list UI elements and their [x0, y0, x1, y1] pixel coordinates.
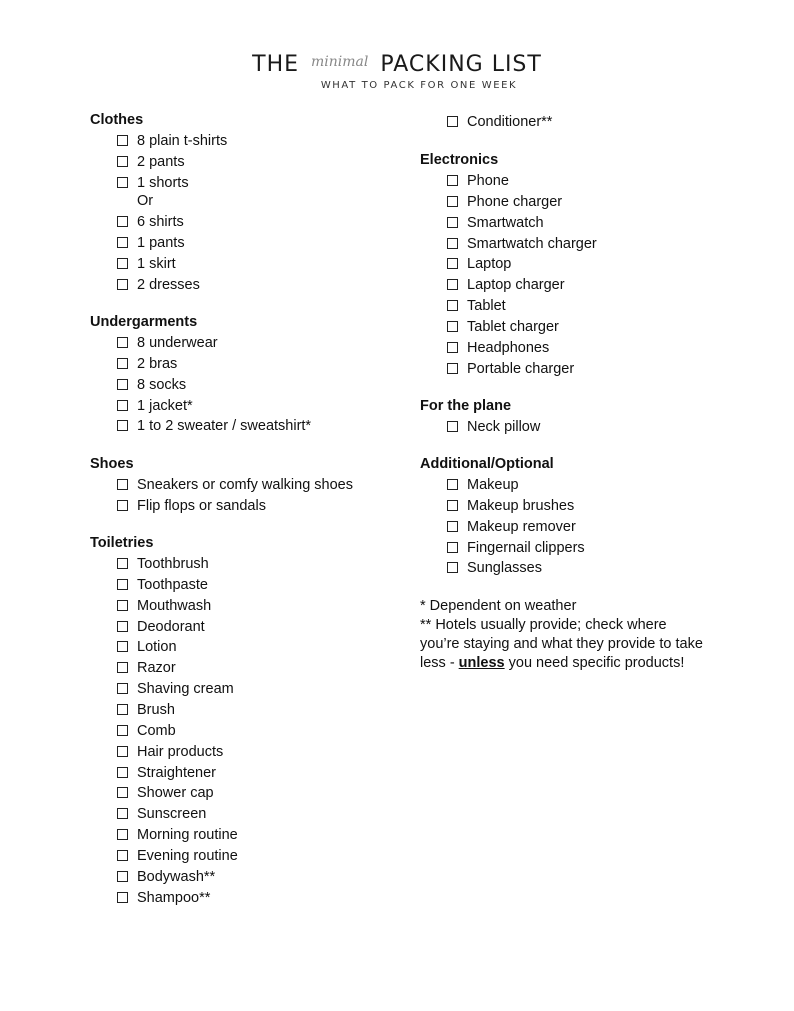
checklist-item-label: 1 pants: [137, 234, 185, 251]
checklist-item-label: Shaving cream: [137, 681, 234, 698]
checklist-item-label: 8 underwear: [137, 335, 218, 351]
checklist-item-label: Portable charger: [467, 360, 575, 377]
checklist-item-label: Shower cap: [137, 785, 214, 802]
section-heading-shoes: Shoes: [90, 456, 134, 472]
checkbox[interactable]: [447, 258, 458, 269]
section-heading-additional-optional: Additional/Optional: [420, 456, 554, 472]
checklist-item-label: 2 pants: [137, 153, 185, 170]
checklist-item-label: 8 plain t-shirts: [137, 133, 228, 149]
checklist-item-label: Sunscreen: [137, 806, 207, 823]
checkbox[interactable]: [117, 621, 128, 632]
checklist-item-label: 8 socks: [137, 376, 187, 393]
checkbox[interactable]: [447, 562, 458, 573]
title-packing-list: PACKING LIST: [380, 52, 542, 77]
checklist-item-label: Morning routine: [137, 827, 238, 844]
checkbox[interactable]: [117, 662, 128, 673]
checklist-item-label: Deodorant: [137, 618, 205, 635]
checkbox[interactable]: [117, 358, 128, 369]
checkbox[interactable]: [117, 767, 128, 778]
checkbox[interactable]: [447, 342, 458, 353]
checkbox[interactable]: [447, 217, 458, 228]
checkbox[interactable]: [117, 258, 128, 269]
checklist-item-label: Straightener: [137, 764, 216, 781]
title-script-minimal: minimal: [311, 54, 369, 70]
checklist-item-label: Smartwatch charger: [467, 235, 597, 252]
checkbox[interactable]: [117, 704, 128, 715]
or-label: Or: [137, 193, 154, 209]
section-heading-for-the-plane: For the plane: [420, 398, 512, 414]
footnote-weather: * Dependent on weather: [420, 598, 577, 614]
checklist-item-label: Sunglasses: [467, 560, 542, 577]
checklist-item-label: Evening routine: [137, 847, 238, 864]
checkbox[interactable]: [117, 379, 128, 390]
checklist-item-label: Tablet charger: [467, 318, 559, 335]
checklist-item-label: Makeup brushes: [467, 497, 575, 514]
page-subtitle: WHAT TO PACK FOR ONE WEEK: [320, 80, 518, 91]
footnote-hotels-cont: you’re staying and what they provide to take: [420, 636, 703, 652]
checklist-item-label: 1 to 2 sweater / sweatshirt*: [137, 418, 312, 435]
checklist-item-label: Mouthwash: [137, 597, 212, 614]
footnote-unless-emphasis: unless: [458, 655, 505, 671]
checkbox[interactable]: [447, 321, 458, 332]
checkbox[interactable]: [117, 500, 128, 511]
checkbox[interactable]: [117, 216, 128, 227]
checklist-item-label: Hair products: [137, 743, 224, 760]
checkbox[interactable]: [117, 892, 128, 903]
checkbox[interactable]: [117, 237, 128, 248]
section-heading-undergarments: Undergarments: [90, 314, 198, 330]
checklist-item-label: 1 jacket*: [137, 397, 193, 414]
checkbox[interactable]: [117, 746, 128, 757]
checkbox[interactable]: [117, 683, 128, 694]
checkbox[interactable]: [117, 400, 128, 411]
checklist-item-label: 6 shirts: [137, 214, 184, 230]
checklist-item-label: 1 skirt: [137, 255, 176, 272]
checkbox[interactable]: [117, 808, 128, 819]
checklist-item-label: Bodywash**: [137, 868, 216, 885]
checkbox[interactable]: [447, 479, 458, 490]
checkbox[interactable]: [117, 579, 128, 590]
checkbox[interactable]: [447, 116, 458, 127]
checklist-item-label: Toothbrush: [137, 556, 209, 572]
checkbox[interactable]: [117, 135, 128, 146]
checkbox[interactable]: [447, 300, 458, 311]
checklist-item-label: Laptop: [467, 256, 512, 273]
checkbox[interactable]: [447, 279, 458, 290]
checkbox[interactable]: [447, 363, 458, 374]
checkbox[interactable]: [117, 420, 128, 431]
checklist-item-label: Phone charger: [467, 193, 563, 210]
page-header: [0, 52, 794, 92]
checkbox[interactable]: [117, 829, 128, 840]
checkbox[interactable]: [447, 238, 458, 249]
section-heading-toiletries: Toiletries: [90, 535, 154, 551]
checkbox[interactable]: [117, 279, 128, 290]
checklist-item-label: Comb: [137, 722, 176, 739]
checklist-item-label: Neck pillow: [467, 419, 541, 435]
checklist-item-label: Lotion: [137, 639, 177, 656]
checkbox[interactable]: [117, 479, 128, 490]
checkbox[interactable]: [117, 850, 128, 861]
checkbox[interactable]: [447, 500, 458, 511]
title-the: THE: [252, 52, 300, 77]
checkbox[interactable]: [117, 600, 128, 611]
checkbox[interactable]: [447, 521, 458, 532]
footnote-hotels: ** Hotels usually provide; check where: [420, 617, 667, 633]
checkbox[interactable]: [117, 558, 128, 569]
checkbox[interactable]: [117, 871, 128, 882]
checklist-item-label: Fingernail clippers: [467, 539, 585, 556]
checklist-item-label: Toothpaste: [137, 576, 208, 593]
checklist-item-label: Brush: [137, 701, 175, 718]
checkbox[interactable]: [117, 337, 128, 348]
checkbox[interactable]: [117, 177, 128, 188]
checkbox[interactable]: [117, 641, 128, 652]
checklist-item-label: 1 shorts: [137, 174, 189, 191]
checklist-item-label: Smartwatch: [467, 214, 544, 231]
page-title: [0, 52, 794, 80]
checklist-item-label: Conditioner**: [467, 114, 553, 130]
checklist-item-label: Headphones: [467, 339, 550, 356]
checklist-item-label: Sneakers or comfy walking shoes: [137, 477, 353, 493]
checkbox[interactable]: [447, 421, 458, 432]
footnote-unless-suffix: you need specific products!: [504, 655, 685, 671]
checklist-item-label: 2 dresses: [137, 276, 200, 293]
checklist-item-label: Tablet: [467, 298, 506, 315]
checkbox[interactable]: [447, 175, 458, 186]
checkbox[interactable]: [117, 156, 128, 167]
footnote-unless-prefix: less -: [420, 655, 459, 671]
checkbox[interactable]: [117, 725, 128, 736]
checkbox[interactable]: [447, 196, 458, 207]
footnote-unless: [420, 654, 684, 672]
checklist-item-label: Makeup remover: [467, 518, 576, 535]
checklist-item-label: Phone: [467, 173, 509, 189]
checklist-item-label: Razor: [137, 660, 176, 677]
checkbox[interactable]: [117, 787, 128, 798]
checklist-item-label: Flip flops or sandals: [137, 497, 266, 514]
checkbox[interactable]: [447, 542, 458, 553]
checklist-item-label: 2 bras: [137, 355, 178, 372]
section-heading-clothes: Clothes: [90, 112, 144, 128]
checklist-item-label: Shampoo**: [137, 889, 211, 906]
section-heading-electronics: Electronics: [420, 152, 499, 168]
checklist-item-label: Makeup: [467, 477, 519, 493]
checklist-item-label: Laptop charger: [467, 277, 565, 294]
